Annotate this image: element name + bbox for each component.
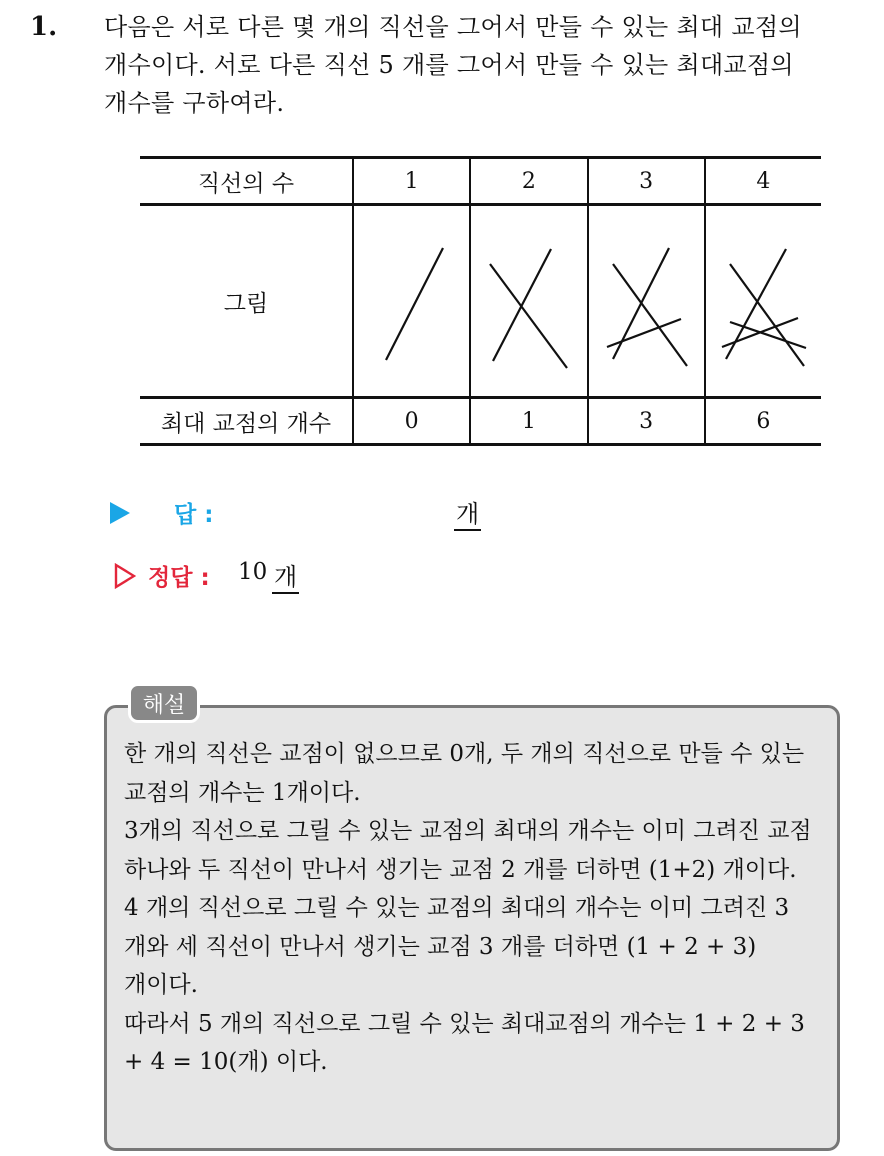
line-4 (730, 322, 806, 348)
header-label-cell: 직선의 수 (140, 158, 353, 205)
table-figure-row (140, 205, 821, 398)
answer-label: 답 : (174, 502, 214, 528)
line-1 (730, 264, 804, 366)
line-1 (386, 248, 443, 360)
intersection-table (140, 156, 821, 446)
question-text: 다음은 서로 다른 몇 개의 직선을 그어서 만들 수 있는 최대 교점의 개수이다. 서로 다른 직선 5 개를 그어서 만들 수 있는 최대교점의 개수를 구하여라. (104, 13, 802, 117)
line-1 (490, 264, 567, 368)
question-number: 1. (30, 12, 58, 42)
line-count-cell: 3 (588, 158, 705, 205)
intersection-count-cell: 3 (588, 398, 705, 445)
explanation-line: 한 개의 직선은 교점이 없으므로 0개, 두 개의 직선으로 만들 수 있는 교점의 개수는 1개이다. (124, 741, 805, 806)
explanation-line: 3개의 직선으로 그릴 수 있는 교점의 최대의 개수는 이미 그려진 교점 하나와 두 직선이 만나서 생기는 교점 2 개를 더하면 (1+2) 개이다. (124, 818, 812, 883)
four-lines-figure (706, 206, 820, 396)
figure-cell-3 (588, 205, 705, 398)
figure-cell-4 (705, 205, 821, 398)
correct-value: 10 (238, 559, 268, 585)
three-lines-figure (589, 206, 703, 396)
line-1 (613, 264, 687, 366)
table-header-row (140, 158, 821, 205)
explanation-line: 따라서 5 개의 직선으로 그릴 수 있는 최대교점의 개수는 1 + 2 + 3 + 4 = 10(개) 이다. (124, 1010, 805, 1075)
line-count-cell: 4 (705, 158, 821, 205)
play-triangle-icon (110, 502, 130, 524)
one-line-figure (355, 206, 469, 396)
figure-cell-2 (470, 205, 587, 398)
explanation-line: 4 개의 직선으로 그릴 수 있는 교점의 최대의 개수는 이미 그려진 3 개와 세 직선이 만나서 생기는 교점 3 개를 더하면 (1 + 2 + 3) 개이다. (124, 895, 790, 998)
intersection-count-cell: 0 (353, 398, 470, 445)
line-count-cell: 2 (470, 158, 587, 205)
intersection-label-cell: 최대 교점의 개수 (140, 398, 353, 445)
answer-unit: 개 (454, 494, 481, 531)
explanation-body (124, 735, 824, 1082)
correct-label: 정답 : (148, 565, 210, 591)
correct-unit: 개 (272, 557, 299, 594)
outline-triangle-icon (114, 563, 136, 589)
figure-label-cell: 그림 (140, 205, 353, 398)
intersection-count-cell: 6 (705, 398, 821, 445)
line-count-cell: 1 (353, 158, 470, 205)
two-lines-figure (472, 206, 586, 396)
line-2 (493, 249, 551, 361)
explanation-tag: 해설 (128, 683, 200, 723)
intersection-count-cell: 1 (470, 398, 587, 445)
figure-cell-1 (353, 205, 470, 398)
table-intersection-row (140, 398, 821, 445)
